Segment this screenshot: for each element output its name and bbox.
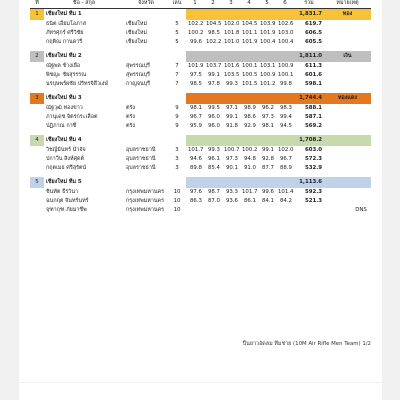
row-spacer: [30, 71, 44, 80]
series-score: 87.0: [207, 198, 220, 204]
team-series-blank: [258, 177, 276, 188]
series-score: 102.0: [224, 21, 240, 27]
shooter-name: ฉนกฤต จินทร์นทร์: [46, 198, 89, 204]
series-score: 93.3: [225, 189, 238, 195]
shooter-total: 587.1: [304, 114, 322, 120]
team-name: เชียงใหม่ ทีม 2: [44, 51, 186, 62]
row-spacer: [324, 80, 351, 89]
shooter-name: ปกาวีน สิงห์ศุดต์: [46, 156, 85, 162]
header-lane: เลน: [168, 0, 186, 9]
team-series-blank: [222, 9, 240, 21]
shooter-province: กรุงเทพมหานคร: [126, 189, 165, 195]
shooter-total: 601.6: [304, 72, 322, 78]
team-medal: [324, 135, 371, 146]
series-score: 99.1: [261, 147, 274, 153]
series-score: 100.4: [278, 39, 294, 45]
team-row: [30, 51, 371, 62]
shooter-note: [351, 188, 371, 197]
series-score: 100.4: [260, 39, 276, 45]
series-score: 98.1: [261, 123, 274, 129]
shooter-total: 603.0: [304, 147, 322, 153]
series-score: 104.5: [206, 21, 222, 27]
team-series-blank: [258, 9, 276, 21]
series-score: 101.9: [242, 39, 258, 45]
shooter-name: นรบุษพร์ผชัย ปริทรจิสีวเงษ์: [46, 81, 108, 87]
shooter-note: [351, 155, 371, 164]
shooter-name: จุฑากุฑ ภัยมาชีพ: [46, 207, 87, 213]
shooter-note: [351, 146, 371, 155]
shooter-total: 605.5: [304, 39, 322, 45]
next-page: [19, 383, 382, 400]
series-score: 90.1: [225, 165, 238, 171]
series-score: 101.0: [224, 39, 240, 45]
series-score: 101.6: [224, 63, 240, 69]
shooter-note: [351, 80, 371, 89]
team-series-blank: [186, 9, 204, 21]
series-score: 98.1: [189, 105, 202, 111]
shooter-note: [351, 29, 371, 38]
series-score: 102.2: [188, 21, 204, 27]
shooter-province: ตรัง: [126, 114, 136, 120]
series-score: 96.1: [207, 156, 220, 162]
row-spacer: [30, 188, 44, 197]
shooter-note: DNS: [355, 207, 367, 213]
shooter-row: [30, 38, 371, 47]
row-spacer: [30, 38, 44, 47]
series-score: 97.6: [189, 189, 202, 195]
series-score: 103.7: [206, 63, 222, 69]
team-series-blank: [240, 9, 258, 21]
series-score: 96.0: [207, 114, 220, 120]
shooter-row: [30, 206, 371, 215]
series-score: 84.2: [279, 198, 292, 204]
series-score: 100.5: [242, 72, 258, 78]
team-series-blank: [276, 135, 294, 146]
shooter-row: [30, 188, 371, 197]
shooter-lane: 7: [175, 81, 179, 87]
series-score: 99.4: [279, 114, 292, 120]
shooter-total: 588.1: [304, 105, 322, 111]
team-medal: [324, 177, 371, 188]
shooter-lane: 10: [173, 189, 181, 195]
team-medal: ทอง: [324, 9, 371, 21]
series-score: 85.4: [207, 165, 220, 171]
team-total: 1,113.6: [294, 177, 324, 188]
team-rank: 2: [30, 51, 44, 62]
shooter-total: 572.3: [304, 156, 322, 162]
row-spacer: [324, 206, 351, 215]
series-score: 99.8: [279, 81, 292, 87]
series-score: 101.7: [188, 147, 204, 153]
series-score: 91.8: [225, 123, 238, 129]
team-series-blank: [222, 177, 240, 188]
team-series-blank: [258, 93, 276, 104]
team-series-blank: [258, 135, 276, 146]
shooter-province: อุบลราชธานี: [126, 147, 156, 153]
shooter-row: [30, 146, 371, 155]
row-spacer: [324, 197, 351, 206]
team-series-blank: [222, 51, 240, 62]
series-score: 98.5: [189, 81, 202, 87]
row-spacer: [324, 104, 351, 113]
team-series-blank: [222, 93, 240, 104]
series-score: 98.3: [279, 105, 292, 111]
series-score: 101.5: [242, 81, 258, 87]
header-province: จังหวัด: [124, 0, 168, 9]
shooter-row: [30, 104, 371, 113]
shooter-total: 619.7: [304, 21, 322, 27]
team-rank: 5: [30, 177, 44, 188]
series-score: 101.9: [188, 63, 204, 69]
shooter-lane: 7: [175, 72, 179, 78]
series-score: 101.4: [278, 189, 294, 195]
shooter-name: ชินทัต ธีรวินา: [46, 189, 79, 195]
team-total: 1,811.0: [294, 51, 324, 62]
shooter-province: สุพรรณบุรี: [126, 72, 150, 78]
shooter-province: สุพรรณบุรี: [126, 63, 150, 69]
shooter-total: 606.5: [304, 30, 322, 36]
team-total: 1,744.4: [294, 93, 324, 104]
row-spacer: [324, 20, 351, 29]
series-score: 97.5: [189, 72, 202, 78]
team-series-blank: [240, 93, 258, 104]
row-spacer: [30, 62, 44, 71]
shooter-lane: 3: [175, 165, 179, 171]
series-score: 96.0: [207, 123, 220, 129]
shooter-province: อุบลราชธานี: [126, 156, 156, 162]
team-series-blank: [240, 51, 258, 62]
team-row: [30, 177, 371, 188]
series-score: 96.2: [261, 105, 274, 111]
series-score: 99.3: [225, 81, 238, 87]
series-score: 88.9: [279, 165, 292, 171]
shooter-note: [351, 113, 371, 122]
series-score: [186, 206, 204, 215]
header-rank: ที่: [30, 0, 44, 9]
row-spacer: [324, 29, 351, 38]
series-score: 97.3: [261, 114, 274, 120]
series-score: 100.9: [260, 72, 276, 78]
shooter-lane: 5: [175, 21, 179, 27]
series-score: 98.5: [207, 30, 220, 36]
row-spacer: [324, 113, 351, 122]
row-spacer: [324, 155, 351, 164]
team-rank: 1: [30, 9, 44, 21]
header-note: หมายเหตุ: [324, 0, 371, 9]
series-score: 99.5: [207, 105, 220, 111]
series-score: 99.3: [207, 147, 220, 153]
team-series-blank: [276, 51, 294, 62]
series-score: 86.3: [189, 198, 202, 204]
series-score: 97.1: [225, 105, 238, 111]
series-score: 100.9: [278, 63, 294, 69]
row-spacer: [30, 206, 44, 215]
team-medal: ทองแดง: [324, 93, 371, 104]
series-score: 84.1: [261, 198, 274, 204]
row-spacer: [30, 104, 44, 113]
shooter-lane: 3: [175, 156, 179, 162]
shooter-row: [30, 71, 371, 80]
series-score: 93.6: [225, 198, 238, 204]
team-series-blank: [204, 51, 222, 62]
series-score: 94.8: [243, 156, 256, 162]
shooter-province: อุบลราชธานี: [126, 165, 156, 171]
series-score: 100.1: [242, 63, 258, 69]
series-score: 100.1: [278, 72, 294, 78]
series-score: 96.7: [279, 156, 292, 162]
row-spacer: [30, 113, 44, 122]
shooter-lane: 9: [175, 105, 179, 111]
shooter-province: ตรัง: [126, 123, 136, 129]
series-score: 87.7: [261, 165, 274, 171]
team-total: 1,708.2: [294, 135, 324, 146]
series-score: 101.9: [260, 30, 276, 36]
shooter-name: กฤติณ กานดารี: [46, 39, 83, 45]
shooter-total: 598.1: [304, 81, 322, 87]
shooter-note: [351, 104, 371, 113]
series-score: 100.2: [188, 30, 204, 36]
series-score: 99.6: [261, 189, 274, 195]
shooter-name: วิชญ์มินทร์ นำจัจ: [46, 147, 86, 153]
shooter-note: [351, 20, 371, 29]
shooter-row: [30, 197, 371, 206]
shooter-note: [351, 62, 371, 71]
team-series-blank: [240, 135, 258, 146]
shooter-note: [351, 197, 371, 206]
team-series-blank: [186, 177, 204, 188]
series-score: 94.5: [279, 123, 292, 129]
series-score: 99.6: [189, 39, 202, 45]
row-spacer: [30, 29, 44, 38]
page-footer: ปืนยาวอัดลม ทีมชาย (10M Air Rifle Men Team) 1/2: [242, 341, 371, 347]
team-series-blank: [276, 177, 294, 188]
header-s6: 6: [276, 0, 294, 9]
shooter-name: ภัทรศุกร์ ศรีวิชัย: [46, 30, 84, 36]
series-score: 103.0: [278, 30, 294, 36]
series-score: 96.7: [189, 114, 202, 120]
shooter-lane: 9: [175, 123, 179, 129]
row-spacer: [324, 188, 351, 197]
shooter-name: พิชญะ ชัยสุรรรณ: [46, 72, 87, 78]
shooter-total: 532.9: [304, 165, 322, 171]
row-spacer: [324, 122, 351, 131]
shooter-province: เชียงใหม่: [126, 30, 148, 36]
series-score: 91.0: [243, 165, 256, 171]
team-name: เชียงใหม่ ทีม 5: [44, 177, 186, 188]
row-spacer: [30, 155, 44, 164]
shooter-note: [351, 164, 371, 173]
series-score: 102.6: [278, 21, 294, 27]
series-score: 101.8: [224, 30, 240, 36]
series-score: 99.1: [207, 72, 220, 78]
team-name: เชียงใหม่ ทีม 3: [44, 93, 186, 104]
header-s3: 3: [222, 0, 240, 9]
team-series-blank: [186, 51, 204, 62]
series-score: 99.1: [225, 114, 238, 120]
series-score: 95.9: [189, 123, 202, 129]
team-medal: เงิน: [324, 51, 371, 62]
team-series-blank: [204, 93, 222, 104]
series-score: [222, 206, 240, 215]
shooter-row: [30, 62, 371, 71]
row-spacer: [30, 146, 44, 155]
shooter-total: 521.3: [304, 198, 322, 204]
team-series-blank: [186, 135, 204, 146]
team-name: เชียงใหม่ ทีม 4: [44, 135, 186, 146]
shooter-row: [30, 29, 371, 38]
shooter-total: 592.3: [304, 189, 322, 195]
series-score: 101.1: [242, 30, 258, 36]
team-total: 1,831.7: [294, 9, 324, 21]
results-page: [19, 0, 382, 382]
series-score: [258, 206, 276, 215]
shooter-total: [294, 206, 324, 215]
team-series-blank: [240, 177, 258, 188]
shooter-province: กรุงเทพมหานคร: [126, 198, 165, 204]
series-score: 98.6: [243, 114, 256, 120]
shooter-name: กฤตเมธ ศรีสุรัตน์: [46, 165, 87, 171]
shooter-name: ณัฐพล ช้างเยือ: [46, 63, 81, 69]
team-series-blank: [186, 93, 204, 104]
series-score: 97.3: [225, 156, 238, 162]
shooter-province: เชียงใหม่: [126, 21, 148, 27]
series-score: 101.7: [242, 189, 258, 195]
series-score: 98.7: [207, 189, 220, 195]
header-name: ชื่อ - สกุล: [44, 0, 124, 9]
row-spacer: [324, 146, 351, 155]
series-score: [276, 206, 294, 215]
shooter-row: [30, 113, 371, 122]
series-score: [204, 206, 222, 215]
team-series-blank: [204, 177, 222, 188]
shooter-province: กรุงเทพมหานคร: [126, 207, 165, 213]
shooter-name: ปฏิภาณ กาซี: [46, 123, 77, 129]
shooter-name: ณัฐวุฒิ ทองขาว: [46, 105, 83, 111]
row-spacer: [324, 62, 351, 71]
series-score: 94.6: [189, 156, 202, 162]
team-series-blank: [204, 135, 222, 146]
team-series-blank: [204, 9, 222, 21]
row-spacer: [30, 197, 44, 206]
series-score: 104.5: [242, 21, 258, 27]
shooter-name: ภานุเดช จิตรกระเลือต: [46, 114, 98, 120]
row-spacer: [324, 71, 351, 80]
series-score: 100.2: [242, 147, 258, 153]
series-score: [240, 206, 258, 215]
row-spacer: [30, 122, 44, 131]
shooter-note: [351, 38, 371, 47]
team-series-blank: [276, 9, 294, 21]
row-spacer: [30, 164, 44, 173]
team-series-blank: [258, 51, 276, 62]
team-rows: [30, 9, 371, 216]
shooter-province: เชียงใหม่: [126, 39, 148, 45]
header-s5: 5: [258, 0, 276, 9]
results-table: [30, 0, 371, 215]
shooter-total: 611.3: [304, 63, 322, 69]
series-score: 103.1: [260, 63, 276, 69]
series-score: 103.9: [260, 21, 276, 27]
shooter-province: ตรัง: [126, 105, 136, 111]
row-spacer: [324, 38, 351, 47]
shooter-row: [30, 80, 371, 89]
team-row: [30, 93, 371, 104]
shooter-lane: 10: [173, 207, 181, 213]
shooter-province: กาญจนบุรี: [126, 81, 151, 87]
series-score: 102.2: [206, 39, 222, 45]
team-rank: 4: [30, 135, 44, 146]
series-score: 102.0: [278, 147, 294, 153]
shooter-row: [30, 155, 371, 164]
row-spacer: [30, 80, 44, 89]
team-rank: 3: [30, 93, 44, 104]
team-row: [30, 9, 371, 21]
header-s4: 4: [240, 0, 258, 9]
shooter-note: [351, 71, 371, 80]
shooter-lane: 3: [175, 147, 179, 153]
series-score: 103.5: [224, 72, 240, 78]
header-s1: 1: [186, 0, 204, 9]
series-score: 97.8: [207, 81, 220, 87]
shooter-lane: 5: [175, 39, 179, 45]
shooter-lane: 5: [175, 30, 179, 36]
team-name: เชียงใหม่ ทีม 1: [44, 9, 186, 21]
table-header: [30, 0, 371, 9]
row-spacer: [30, 20, 44, 29]
series-score: 92.9: [243, 123, 256, 129]
row-spacer: [324, 164, 351, 173]
shooter-lane: 10: [173, 198, 181, 204]
header-total: รวม: [294, 0, 324, 9]
shooter-row: [30, 122, 371, 131]
shooter-name: ธนิต เอี่ยมโอภาส: [46, 21, 86, 27]
series-score: 86.1: [243, 198, 256, 204]
series-score: 89.8: [189, 165, 202, 171]
shooter-row: [30, 164, 371, 173]
header-s2: 2: [204, 0, 222, 9]
team-row: [30, 135, 371, 146]
series-score: 101.2: [260, 81, 276, 87]
shooter-total: 569.2: [304, 123, 322, 129]
series-score: 92.8: [261, 156, 274, 162]
team-series-blank: [222, 135, 240, 146]
series-score: 100.7: [224, 147, 240, 153]
team-series-blank: [276, 93, 294, 104]
series-score: 98.9: [243, 105, 256, 111]
shooter-lane: 7: [175, 63, 179, 69]
shooter-lane: 9: [175, 114, 179, 120]
shooter-row: [30, 20, 371, 29]
shooter-note: [351, 122, 371, 131]
